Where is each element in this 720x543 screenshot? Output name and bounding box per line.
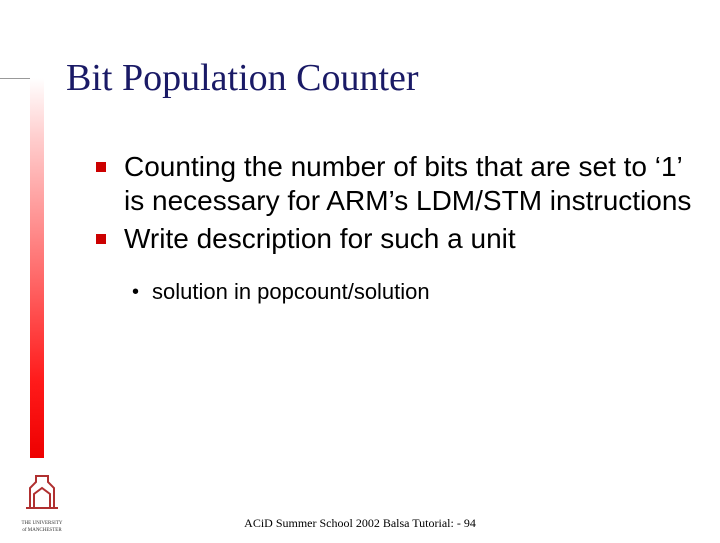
sub-bullet-list — [96, 278, 696, 306]
side-gradient-bar — [30, 78, 44, 458]
slide-footer: ACiD Summer School 2002 Balsa Tutorial: - 94 — [244, 516, 476, 530]
svg-text:THE UNIVERSITY: THE UNIVERSITY — [21, 521, 63, 526]
bullet-item — [96, 150, 696, 218]
bullet-list — [96, 150, 696, 306]
bullet-item — [96, 222, 696, 256]
square-bullet-icon — [96, 234, 106, 244]
dot-bullet-icon: • — [132, 281, 140, 303]
bullet-text: Write description for such a unit — [124, 223, 516, 254]
sub-bullet-text: solution in popcount/solution — [152, 279, 430, 304]
sub-bullet-item — [132, 278, 696, 306]
slide-title: Bit Population Counter — [66, 57, 419, 99]
square-bullet-icon — [96, 162, 106, 172]
svg-text:of MANCHESTER: of MANCHESTER — [22, 528, 62, 533]
bullet-text: Counting the number of bits that are set to ‘1’ is necessary for ARM’s LDM/STM instructions — [124, 151, 692, 216]
